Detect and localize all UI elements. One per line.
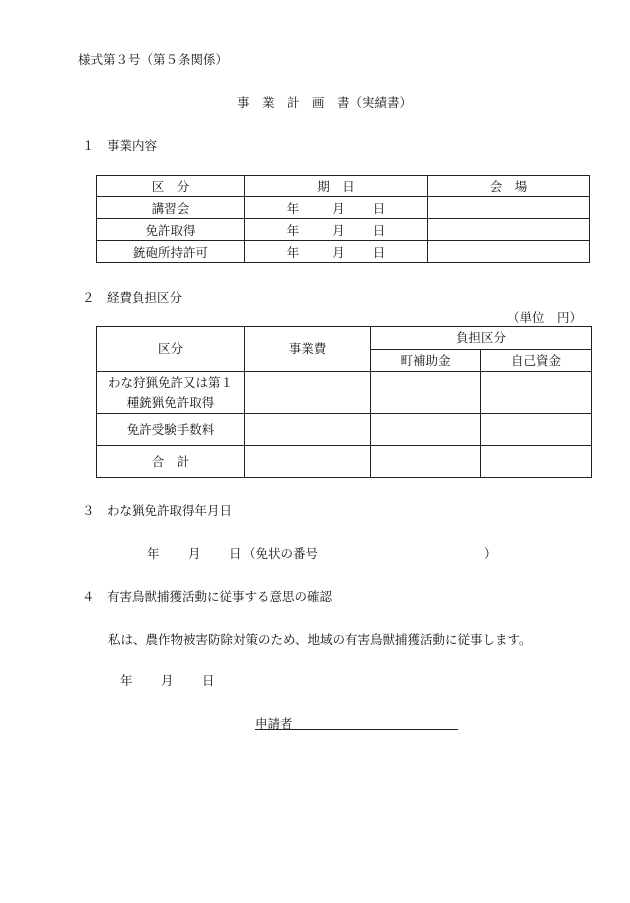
date-year: 年: [286, 222, 300, 238]
table-row: [97, 241, 590, 263]
license-number-close: ）: [484, 546, 497, 561]
row-category: 合 計: [97, 446, 245, 478]
table-row: [97, 414, 592, 446]
row-category-line1: わな狩猟免許又は第１: [107, 374, 233, 390]
table-row: [97, 372, 592, 414]
row-date[interactable]: [245, 219, 428, 241]
row-category: [97, 372, 245, 414]
sign-date-month: 月: [161, 673, 174, 688]
section3-heading: ３ わな猟免許取得年月日: [82, 503, 233, 518]
date-month: 月: [332, 222, 345, 238]
license-number-label: （免状の番号: [243, 546, 319, 561]
header-category: 区分: [97, 327, 245, 372]
own-funds-cell[interactable]: [481, 414, 592, 446]
row-category: 講習会: [97, 197, 245, 219]
date-year: 年: [286, 244, 300, 260]
header-town-subsidy: 町補助金: [371, 350, 481, 372]
town-subsidy-cell[interactable]: [371, 372, 481, 414]
cost-cell[interactable]: [245, 446, 371, 478]
form-label: 様式第３号（第５条関係）: [78, 52, 229, 67]
row-date[interactable]: [245, 197, 428, 219]
row-date[interactable]: [245, 241, 428, 263]
intent-statement: 私は、農作物被害防除対策のため、地域の有害鳥獣捕獲活動に従事します。: [108, 632, 532, 647]
header-date: 期 日: [245, 176, 428, 197]
own-funds-cell[interactable]: [481, 372, 592, 414]
header-burden: 負担区分: [371, 327, 592, 350]
own-funds-cell[interactable]: [481, 446, 592, 478]
document-title: 事 業 計 画 書（実績書）: [237, 95, 413, 110]
license-date-day: 日: [229, 546, 242, 561]
date-month: 月: [332, 244, 345, 260]
license-date-month: 月: [188, 546, 201, 561]
row-category: 免許取得: [97, 219, 245, 241]
row-venue[interactable]: [428, 219, 590, 241]
date-day: 日: [372, 200, 386, 216]
row-category: 銃砲所持許可: [97, 241, 245, 263]
table-row: [97, 219, 590, 241]
row-venue[interactable]: [428, 241, 590, 263]
date-day: 日: [372, 222, 386, 238]
table-row: [97, 197, 590, 219]
section2-heading: ２ 経費負担区分: [82, 290, 183, 305]
row-category: 免許受験手数料: [97, 414, 245, 446]
header-own-funds: 自己資金: [481, 350, 592, 372]
header-category: 区 分: [97, 176, 245, 197]
sign-date-year: 年: [120, 673, 133, 688]
header-venue: 会 場: [428, 176, 590, 197]
header-cost: 事業費: [245, 327, 371, 372]
cost-cell[interactable]: [245, 372, 371, 414]
town-subsidy-cell[interactable]: [371, 446, 481, 478]
row-venue[interactable]: [428, 197, 590, 219]
license-date-year: 年: [147, 546, 160, 561]
applicant-signature-line[interactable]: [255, 729, 458, 730]
cost-cell[interactable]: [245, 414, 371, 446]
date-day: 日: [372, 244, 386, 260]
applicant-label: 申請者: [255, 716, 293, 731]
unit-label: （単位 円）: [507, 310, 583, 325]
business-content-table: [96, 175, 590, 263]
expense-burden-table: [96, 326, 592, 478]
section4-heading: ４ 有害鳥獣捕獲活動に従事する意思の確認: [82, 589, 333, 604]
date-year: 年: [286, 200, 300, 216]
section1-heading: １ 事業内容: [82, 138, 158, 153]
row-category-line2: 種銃猟免許取得: [126, 394, 215, 410]
sign-date-day: 日: [202, 673, 215, 688]
table-header-row: [97, 327, 592, 350]
table-row: [97, 446, 592, 478]
town-subsidy-cell[interactable]: [371, 414, 481, 446]
table-header-row: [97, 176, 590, 197]
date-month: 月: [332, 200, 345, 216]
